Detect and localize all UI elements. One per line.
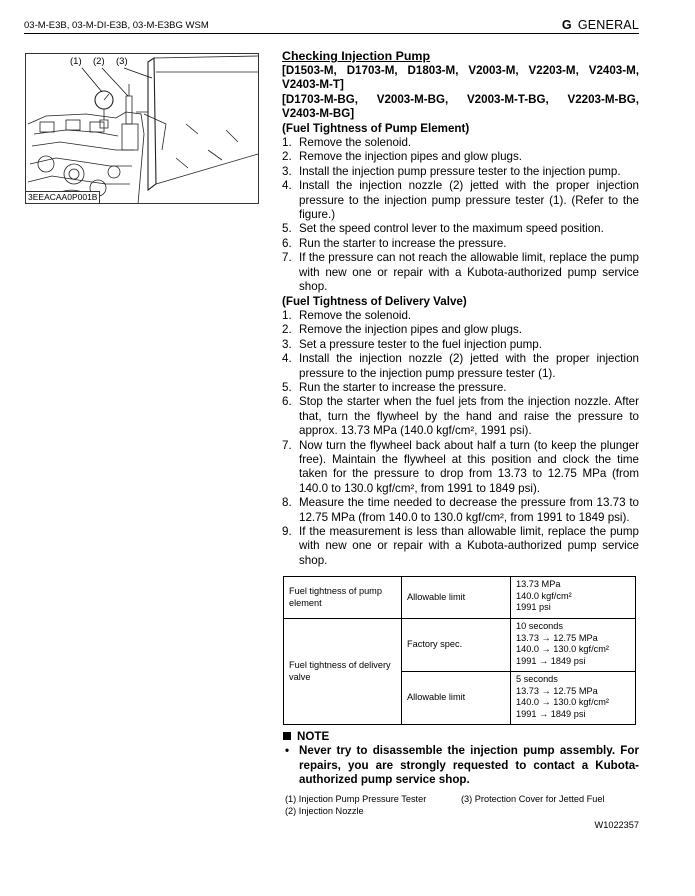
step-number: 2. (282, 150, 292, 164)
step-number: 3. (282, 337, 292, 351)
table-row (284, 619, 636, 672)
page-header-left: 03-M-E3B, 03-M-DI-E3B, 03-M-E3BG WSM (24, 20, 209, 31)
step-number: 1. (282, 136, 292, 150)
spec-item: Fuel tightness of pump element (284, 577, 402, 619)
callout-1: (1) (70, 56, 82, 67)
step-text: Install the injection nozzle (2) jetted with the proper injection pressure to the injection pump pressure tester (1). (Refer to the figure.) (299, 179, 639, 222)
step-text: Set the speed control lever to the maximum speed position. (299, 222, 604, 236)
step-text: Install the injection pump pressure tester to the injection pump. (299, 164, 621, 178)
value-line: 1991 psi (516, 602, 551, 613)
step-number: 5. (282, 222, 292, 236)
note-bullet (283, 744, 639, 787)
legend-row (285, 805, 641, 817)
note-heading: NOTE (297, 730, 330, 743)
subsection-heading-pump-element: (Fuel Tightness of Pump Element) (282, 121, 470, 135)
step-text: Remove the injection pipes and glow plugs. (299, 323, 522, 337)
step-item (282, 222, 639, 236)
square-bullet-icon (283, 732, 291, 740)
section-letter: G (561, 18, 572, 32)
spec-value (511, 619, 636, 672)
engine-illustration (26, 54, 259, 204)
step-item (282, 352, 639, 381)
legend-item: (2) Injection Nozzle (285, 806, 364, 816)
step-item (282, 323, 639, 337)
step-number: 7. (282, 438, 292, 452)
step-number: 1. (282, 308, 292, 322)
step-number: 8. (282, 496, 292, 510)
spec-condition: Allowable limit (402, 672, 511, 725)
header-rule (24, 33, 639, 34)
page-header-right (562, 18, 639, 32)
callout-3: (3) (116, 56, 128, 67)
step-number: 5. (282, 380, 292, 394)
step-text: Remove the solenoid. (299, 308, 412, 322)
value-line: 140.0 → 130.0 kgf/cm² (516, 644, 609, 655)
step-number: 6. (282, 236, 292, 250)
figure-injection-pump-tester (25, 53, 259, 204)
value-line: 13.73 MPa (516, 579, 561, 589)
step-item (282, 237, 639, 251)
spec-condition: Allowable limit (402, 577, 511, 619)
model-list-line-4: V2403-M-BG] (282, 107, 355, 121)
step-text: Stop the starter when the fuel jets from the injection nozzle. After that, turn the flywheel by the hand and raise the pressure to approx. 13.73 MPa (140.0 kgf/cm², 1991 psi). (299, 395, 639, 438)
step-text: Install the injection nozzle (2) jetted with the proper injection pressure to the injection pump pressure tester (1). (299, 352, 639, 380)
step-number: 7. (282, 251, 292, 265)
spec-table (283, 576, 636, 725)
step-text: Run the starter to increase the pressure. (299, 236, 507, 250)
step-item (282, 309, 639, 323)
table-row (284, 577, 636, 619)
step-number: 3. (282, 164, 292, 178)
figure-caption: 3EEACAA0P001B (26, 191, 100, 203)
step-number: 2. (282, 323, 292, 337)
steps-delivery-valve (282, 309, 639, 568)
step-item (282, 150, 639, 164)
legend-row (285, 793, 641, 805)
step-text: Measure the time needed to decrease the pressure from 13.73 to 12.75 MPa (from 140.0 to 130.0 kgf/cm², from 1991 to 1849 psi). (299, 496, 639, 524)
section-name: GENERAL (577, 18, 639, 32)
step-text: Run the starter to increase the pressure. (299, 380, 507, 394)
value-line: 10 seconds (516, 621, 563, 631)
spec-item: Fuel tightness of delivery valve (284, 619, 402, 725)
note-heading-row (283, 730, 639, 744)
figure-legend (285, 793, 641, 817)
value-line: 140.0 kgf/cm² (516, 590, 572, 601)
value-line: 1991 → 1849 psi (516, 708, 586, 719)
step-item (282, 179, 639, 222)
note-text: Never try to disassemble the injection pump assembly. For repairs, you are strongly requested to contact a Kubota-authorized pump service shop. (299, 744, 639, 787)
step-number: 4. (282, 352, 292, 366)
document-id: W1022357 (594, 820, 639, 830)
step-text: If the pressure can not reach the allowable limit, replace the pump with new one or repair with a Kubota-authorized pump service shop. (299, 251, 639, 294)
spec-condition: Factory spec. (402, 619, 511, 672)
callout-2: (2) (93, 56, 105, 67)
value-line: 140.0 → 130.0 kgf/cm² (516, 697, 609, 708)
step-item (282, 165, 639, 179)
step-number: 6. (282, 395, 292, 409)
step-item (282, 338, 639, 352)
subsection-heading-delivery-valve: (Fuel Tightness of Delivery Valve) (282, 294, 467, 308)
step-item (282, 439, 639, 497)
step-item (282, 395, 639, 438)
main-content (282, 48, 639, 568)
step-item (282, 381, 639, 395)
spec-value (511, 577, 636, 619)
value-line: 13.73 → 12.75 MPa (516, 685, 598, 696)
step-item (282, 496, 639, 525)
step-text: If the measurement is less than allowable limit, replace the pump with new one or repair with a Kubota-authorized pump service shop. (299, 525, 639, 567)
model-list-line-2: V2403-M-T] (282, 78, 344, 92)
step-item (282, 525, 639, 568)
legend-item: (3) Protection Cover for Jetted Fuel (461, 794, 605, 804)
value-line: 1991 → 1849 psi (516, 655, 586, 666)
value-line: 13.73 → 12.75 MPa (516, 632, 598, 643)
spec-value (511, 672, 636, 725)
step-item (282, 251, 639, 294)
step-item (282, 136, 639, 150)
step-number: 9. (282, 525, 292, 538)
note-block (283, 730, 639, 788)
step-text: Remove the solenoid. (299, 136, 412, 150)
model-list-line-3: [D1703-M-BG, V2003-M-BG, V2003-M-T-BG, V2203-M-BG, (282, 92, 639, 106)
step-number: 4. (282, 179, 292, 193)
bullet-dot-icon: • (285, 744, 290, 758)
step-text: Set a pressure tester to the fuel injection pump. (299, 337, 542, 351)
legend-item: (1) Injection Pump Pressure Tester (285, 794, 427, 804)
step-text: Now turn the flywheel back about half a turn (to keep the plunger free). Maintain the flywheel at this position and clock the time taken for the pressure to drop from 13.73 to 12.75 MPa (from 140.0 to 130.0 kgf/cm², from 1991 to 1849 psi). (299, 438, 639, 495)
value-line: 5 seconds (516, 674, 558, 684)
model-list-line-1: [D1503-M, D1703-M, D1803-M, V2003-M, V2203-M, V2403-M, (282, 64, 639, 77)
step-text: Remove the injection pipes and glow plugs. (299, 150, 522, 164)
section-title: Checking Injection Pump (282, 49, 431, 63)
steps-pump-element (282, 136, 639, 294)
